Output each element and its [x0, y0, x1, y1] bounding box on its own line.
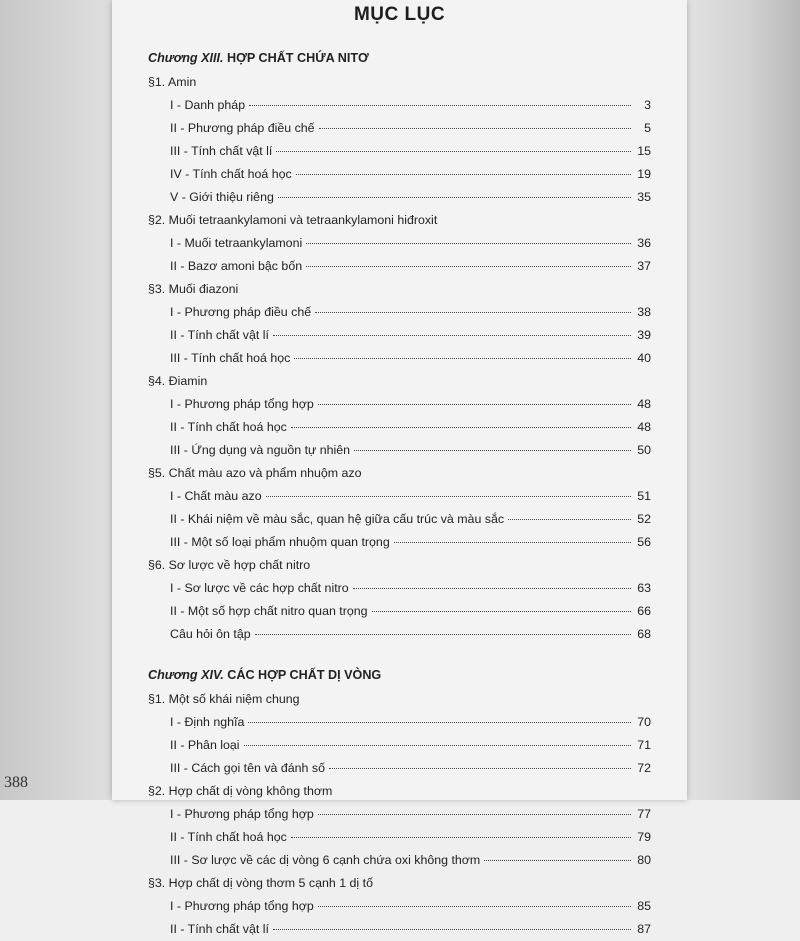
entry-page-number: 50 [637, 443, 651, 457]
toc-entry[interactable] [148, 577, 651, 600]
dot-leader [306, 266, 631, 267]
dot-leader [273, 929, 631, 930]
toc-entry[interactable] [148, 163, 651, 186]
entry-page-number: 48 [637, 397, 651, 411]
dot-leader [306, 243, 631, 244]
entry-page-number: 70 [637, 715, 651, 729]
chapter-number: Chương XIV. [148, 668, 224, 682]
dot-leader [318, 906, 631, 907]
entry-title: III - Tính chất hoá học [170, 351, 291, 365]
toc-entry[interactable] [148, 140, 651, 163]
dot-leader [318, 404, 631, 405]
entry-title: V - Giới thiệu riêng [170, 190, 274, 204]
entry-title: II - Phương pháp điều chế [170, 121, 315, 135]
entry-page-number: 52 [637, 512, 651, 526]
toc-entry[interactable] [148, 508, 651, 531]
toc-entry[interactable] [148, 734, 651, 757]
book-page [112, 0, 687, 936]
dot-leader [318, 814, 631, 815]
section-heading[interactable]: §4. Điamin [148, 374, 208, 388]
entry-page-number: 36 [637, 236, 651, 250]
entry-title: III - Ứng dụng và nguồn tự nhiên [170, 443, 351, 457]
dot-leader [315, 312, 631, 313]
entry-title: II - Khái niệm về màu sắc, quan hệ giữa cấu trúc và màu sắc [170, 512, 505, 526]
underlying-page-edge [670, 0, 800, 800]
entry-page-number: 68 [637, 627, 651, 641]
section-heading[interactable]: §2. Hợp chất dị vòng không thơm [148, 784, 333, 798]
dot-leader [276, 151, 631, 152]
dot-leader [244, 745, 631, 746]
toc-entry[interactable] [148, 803, 651, 826]
page-number: 388 [4, 774, 28, 791]
dot-leader [484, 860, 631, 861]
entry-page-number: 19 [637, 167, 651, 181]
entry-page-number: 35 [637, 190, 651, 204]
dot-leader [255, 634, 631, 635]
section-heading[interactable]: §3. Muối điazoni [148, 282, 239, 296]
table-of-contents [148, 45, 651, 941]
dot-leader [319, 128, 631, 129]
chapter-name: CÁC HỢP CHẤT DỊ VÒNG [227, 668, 382, 682]
entry-title: III - Một số loại phẩm nhuộm quan trọng [170, 535, 390, 549]
dot-leader [329, 768, 631, 769]
dot-leader [291, 837, 631, 838]
toc-entry[interactable] [148, 918, 651, 941]
dot-leader [248, 722, 631, 723]
toc-entry[interactable] [148, 393, 651, 416]
entry-title: I - Định nghĩa [170, 715, 245, 729]
dot-leader [394, 542, 631, 543]
section-heading[interactable]: §1. Amin [148, 75, 197, 89]
entry-title: II - Tính chất vật lí [170, 922, 269, 936]
toc-entry[interactable] [148, 623, 651, 646]
toc-entry[interactable] [148, 232, 651, 255]
toc-entry[interactable] [148, 94, 651, 117]
chapter-heading [148, 49, 651, 67]
entry-page-number: 66 [637, 604, 651, 618]
entry-title: II - Tính chất hoá học [170, 420, 287, 434]
entry-page-number: 37 [637, 259, 651, 273]
entry-page-number: 63 [637, 581, 651, 595]
entry-page-number: 72 [637, 761, 651, 775]
section-heading[interactable]: §5. Chất màu azo và phẩm nhuộm azo [148, 466, 362, 480]
toc-entry[interactable] [148, 485, 651, 508]
toc-entry[interactable] [148, 600, 651, 623]
dot-leader [296, 174, 631, 175]
chapter-heading [148, 666, 651, 684]
entry-page-number: 85 [637, 899, 651, 913]
entry-title: IV - Tính chất hoá học [170, 167, 292, 181]
entry-title: II - Một số hợp chất nitro quan trọng [170, 604, 368, 618]
entry-title: I - Sơ lược về các hợp chất nitro [170, 581, 349, 595]
entry-title: I - Phương pháp tổng hợp [170, 807, 314, 821]
toc-entry[interactable] [148, 439, 651, 462]
dot-leader [294, 358, 631, 359]
section-heading[interactable]: §3. Hợp chất dị vòng thơm 5 cạnh 1 dị tố [148, 876, 373, 890]
entry-title: III - Sơ lược về các dị vòng 6 cạnh chứa oxi không thơm [170, 853, 481, 867]
dot-leader [291, 427, 631, 428]
entry-title: II - Phân loại [170, 738, 240, 752]
entry-page-number: 39 [637, 328, 651, 342]
dot-leader [354, 450, 631, 451]
chapter-number: Chương XIII. [148, 51, 224, 65]
entry-title: I - Phương pháp điều chế [170, 305, 312, 319]
toc-entry[interactable] [148, 301, 651, 324]
entry-title: I - Phương pháp tổng hợp [170, 397, 314, 411]
toc-entry[interactable] [148, 895, 651, 918]
entry-title: III - Tính chất vật lí [170, 144, 273, 158]
toc-entry[interactable] [148, 186, 651, 209]
entry-title: I - Muối tetraankylamoni [170, 236, 303, 250]
entry-title: Câu hỏi ôn tập [170, 627, 251, 641]
entry-page-number: 3 [644, 98, 651, 112]
toc-entry[interactable] [148, 757, 651, 780]
entry-title: I - Chất màu azo [170, 489, 262, 503]
entry-title: II - Bazơ amoni bậc bốn [170, 259, 303, 273]
entry-page-number: 87 [637, 922, 651, 936]
entry-page-number: 71 [637, 738, 651, 752]
entry-page-number: 79 [637, 830, 651, 844]
dot-leader [372, 611, 631, 612]
section-heading[interactable]: §2. Muối tetraankylamoni và tetraankylamoni hiđroxit [148, 213, 438, 227]
section-heading[interactable]: §6. Sơ lược về hợp chất nitro [148, 558, 311, 572]
toc-entry[interactable] [148, 324, 651, 347]
entry-title: II - Tính chất hoá học [170, 830, 287, 844]
toc-entry[interactable] [148, 347, 651, 370]
toc-entry[interactable] [148, 255, 651, 278]
entry-page-number: 80 [637, 853, 651, 867]
entry-title: I - Phương pháp tổng hợp [170, 899, 314, 913]
entry-page-number: 40 [637, 351, 651, 365]
dot-leader [273, 335, 631, 336]
facing-page-edge [0, 0, 115, 800]
chapter-name: HỢP CHẤT CHỨA NITƠ [227, 51, 369, 65]
entry-title: II - Tính chất vật lí [170, 328, 269, 342]
toc-entry[interactable] [148, 117, 651, 140]
chapter-gap [148, 646, 651, 662]
entry-page-number: 15 [637, 144, 651, 158]
dot-leader [508, 519, 631, 520]
entry-page-number: 5 [644, 121, 651, 135]
entry-page-number: 77 [637, 807, 651, 821]
toc-entry[interactable] [148, 416, 651, 439]
entry-page-number: 51 [637, 489, 651, 503]
dot-leader [278, 197, 631, 198]
entry-title: III - Cách gọi tên và đánh số [170, 761, 325, 775]
dot-leader [266, 496, 631, 497]
entry-page-number: 38 [637, 305, 651, 319]
dot-leader [353, 588, 631, 589]
dot-leader [249, 105, 631, 106]
toc-entry[interactable] [148, 531, 651, 554]
entry-title: I - Danh pháp [170, 98, 246, 112]
section-heading[interactable]: §1. Một số khái niệm chung [148, 692, 300, 706]
toc-entry[interactable] [148, 826, 651, 849]
toc-entry[interactable] [148, 711, 651, 734]
entry-page-number: 56 [637, 535, 651, 549]
entry-page-number: 48 [637, 420, 651, 434]
page-title: MỤC LỤC [353, 4, 446, 25]
toc-entry[interactable] [148, 849, 651, 872]
